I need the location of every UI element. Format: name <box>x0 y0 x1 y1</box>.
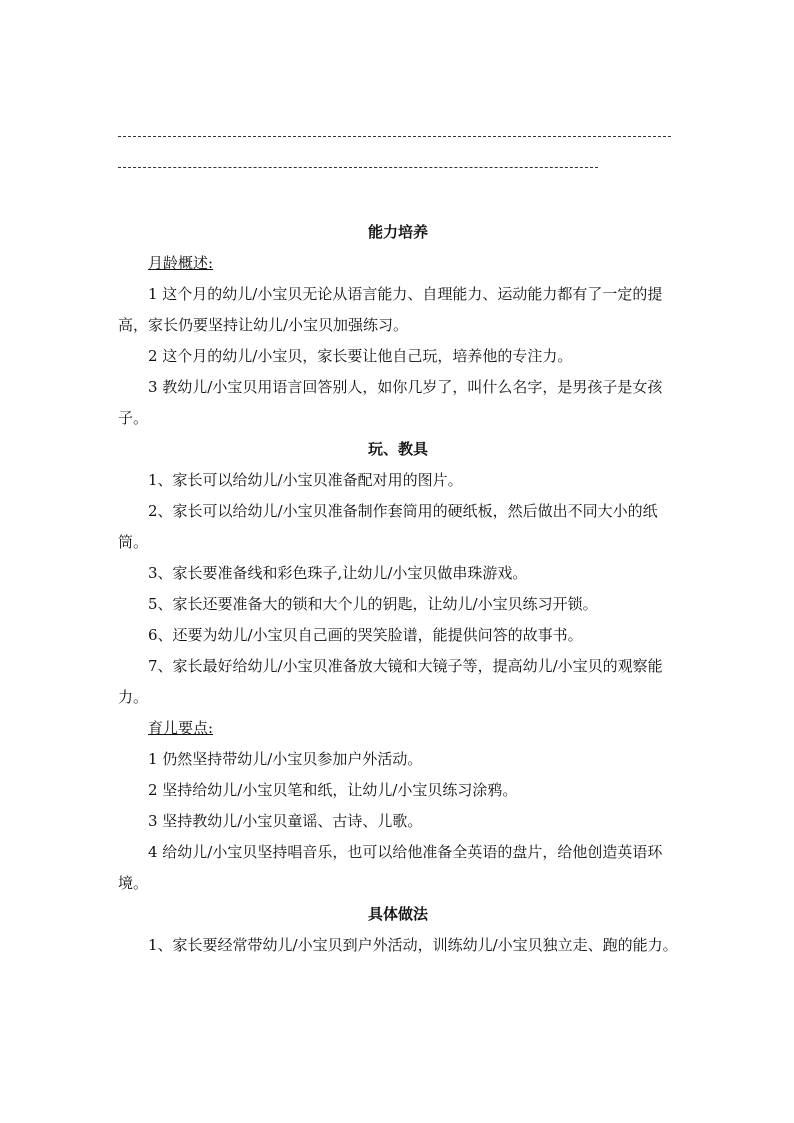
overview-paragraph-1: 1 这个月的幼儿/小宝贝无论从语言能力、自理能力、运动能力都有了一定的提高，家长仍要坚持让幼儿/小宝贝加强练习。 <box>118 285 663 334</box>
document-body <box>118 217 678 961</box>
points-paragraph-4: 4 给幼儿/小宝贝坚持唱音乐，也可以给他准备全英语的盘片，给他创造英语环境。 <box>118 843 663 892</box>
points-paragraph-1: 1 仍然坚持带幼儿/小宝贝参加户外活动。 <box>148 750 423 768</box>
subheading-key-points: 育儿要点: <box>148 719 214 737</box>
points-paragraph-3: 3 坚持教幼儿/小宝贝童谣、古诗、儿歌。 <box>148 812 423 830</box>
subheading-overview: 月龄概述: <box>148 254 214 272</box>
dashed-divider-top <box>118 136 671 137</box>
section-heading-methods: 具体做法 <box>367 905 428 923</box>
section-heading-ability: 能力培养 <box>367 223 428 241</box>
overview-paragraph-2: 2 这个月的幼儿/小宝贝，家长要让他自己玩，培养他的专注力。 <box>148 347 573 365</box>
dashed-divider-bottom <box>118 167 598 168</box>
toys-paragraph-3: 3、家长要准备线和彩色珠子,让幼儿/小宝贝做串珠游戏。 <box>148 564 528 582</box>
toys-paragraph-5: 5、家长还要准备大的锁和大个儿的钥匙，让幼儿/小宝贝练习开锁。 <box>148 595 598 613</box>
methods-paragraph-1: 1、家长要经常带幼儿/小宝贝到户外活动，训练幼儿/小宝贝独立走、跑的能力。 <box>148 936 678 954</box>
toys-paragraph-1: 1、家长可以给幼儿/小宝贝准备配对用的图片。 <box>148 471 463 489</box>
toys-paragraph-2: 2、家长可以给幼儿/小宝贝准备制作套筒用的硬纸板，然后做出不同大小的纸筒。 <box>118 502 658 551</box>
toys-paragraph-7: 7、家长最好给幼儿/小宝贝准备放大镜和大镜子等，提高幼儿/小宝贝的观察能力。 <box>118 657 663 706</box>
points-paragraph-2: 2 坚持给幼儿/小宝贝笔和纸，让幼儿/小宝贝练习涂鸦。 <box>148 781 518 799</box>
toys-paragraph-6: 6、还要为幼儿/小宝贝自己画的哭笑脸谱，能提供问答的故事书。 <box>148 626 583 644</box>
overview-paragraph-3: 3 教幼儿/小宝贝用语言回答别人，如你几岁了，叫什么名字，是男孩子是女孩子。 <box>118 378 663 427</box>
section-heading-toys: 玩、教具 <box>367 440 428 458</box>
